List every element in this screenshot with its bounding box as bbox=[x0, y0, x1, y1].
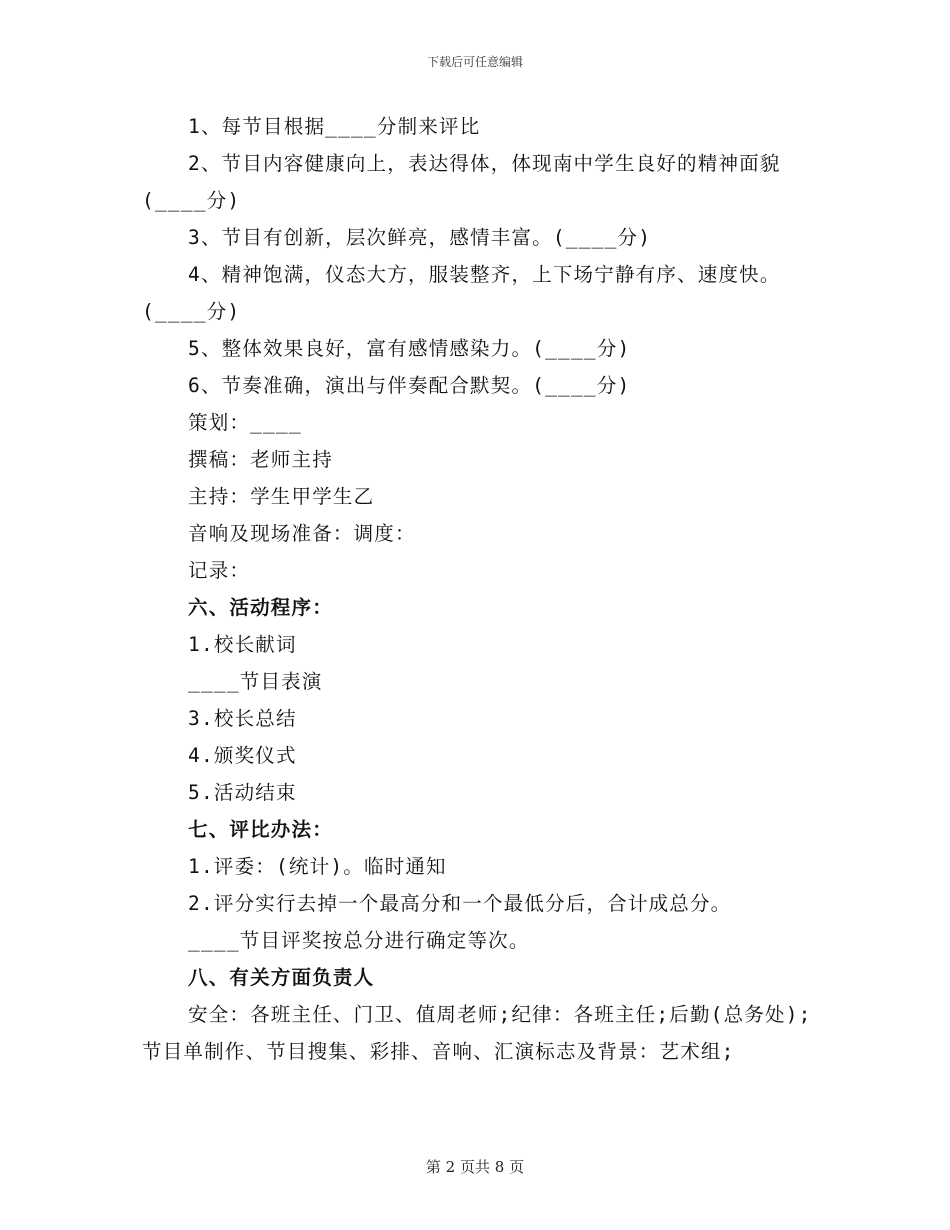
responsible-paragraph: 安全：各班主任、门卫、值周老师;纪律：各班主任;后勤(总务处);节目单制作、节目搜集、彩排、音响、汇演标志及背景：艺术组; bbox=[142, 1003, 812, 1063]
program-item-2: ____节目表演 bbox=[188, 670, 323, 693]
evaluation-item-3: ____节目评奖按总分进行确定等次。 bbox=[188, 929, 530, 952]
section-heading-program: 六、活动程序： bbox=[188, 596, 333, 619]
host-line: 主持：学生甲学生乙 bbox=[188, 485, 375, 508]
paragraph-1: 1、每节目根据____分制来评比 bbox=[188, 115, 481, 138]
program-item-3: 3.校长总结 bbox=[188, 707, 297, 730]
program-item-4: 4.颁奖仪式 bbox=[188, 744, 297, 767]
page-header: 下载后可任意编辑 bbox=[426, 55, 523, 69]
paragraph-6: 6、节奏准确，演出与伴奏配合默契。(____分) bbox=[188, 374, 631, 397]
paragraph-2: 2、节目内容健康向上，表达得体，体现南中学生良好的精神面貌(____分) bbox=[142, 152, 781, 212]
sound-line: 音响及现场准备：调度： bbox=[188, 522, 416, 545]
evaluation-item-2: 2.评分实行去掉一个最高分和一个最低分后，合计成总分。 bbox=[188, 892, 732, 915]
evaluation-item-1: 1.评委：(统计)。临时通知 bbox=[188, 855, 447, 878]
paragraph-5: 5、整体效果良好，富有感情感染力。(____分) bbox=[188, 337, 631, 360]
page-footer: 第 2 页共 8 页 bbox=[425, 1158, 525, 1176]
paragraph-3: 3、节目有创新，层次鲜亮，感情丰富。(____分) bbox=[188, 226, 652, 249]
program-item-5: 5.活动结束 bbox=[188, 781, 297, 804]
script-line: 撰稿：老师主持 bbox=[188, 448, 333, 471]
record-line: 记录： bbox=[188, 559, 251, 582]
document-body bbox=[142, 108, 812, 1070]
planner-line: 策划：____ bbox=[188, 411, 302, 434]
section-heading-responsible: 八、有关方面负责人 bbox=[188, 966, 375, 989]
section-heading-evaluation: 七、评比办法： bbox=[188, 818, 333, 841]
paragraph-4: 4、精神饱满，仪态大方，服装整齐，上下场宁静有序、速度快。(____分) bbox=[142, 263, 781, 323]
program-item-1: 1.校长献词 bbox=[188, 633, 297, 656]
